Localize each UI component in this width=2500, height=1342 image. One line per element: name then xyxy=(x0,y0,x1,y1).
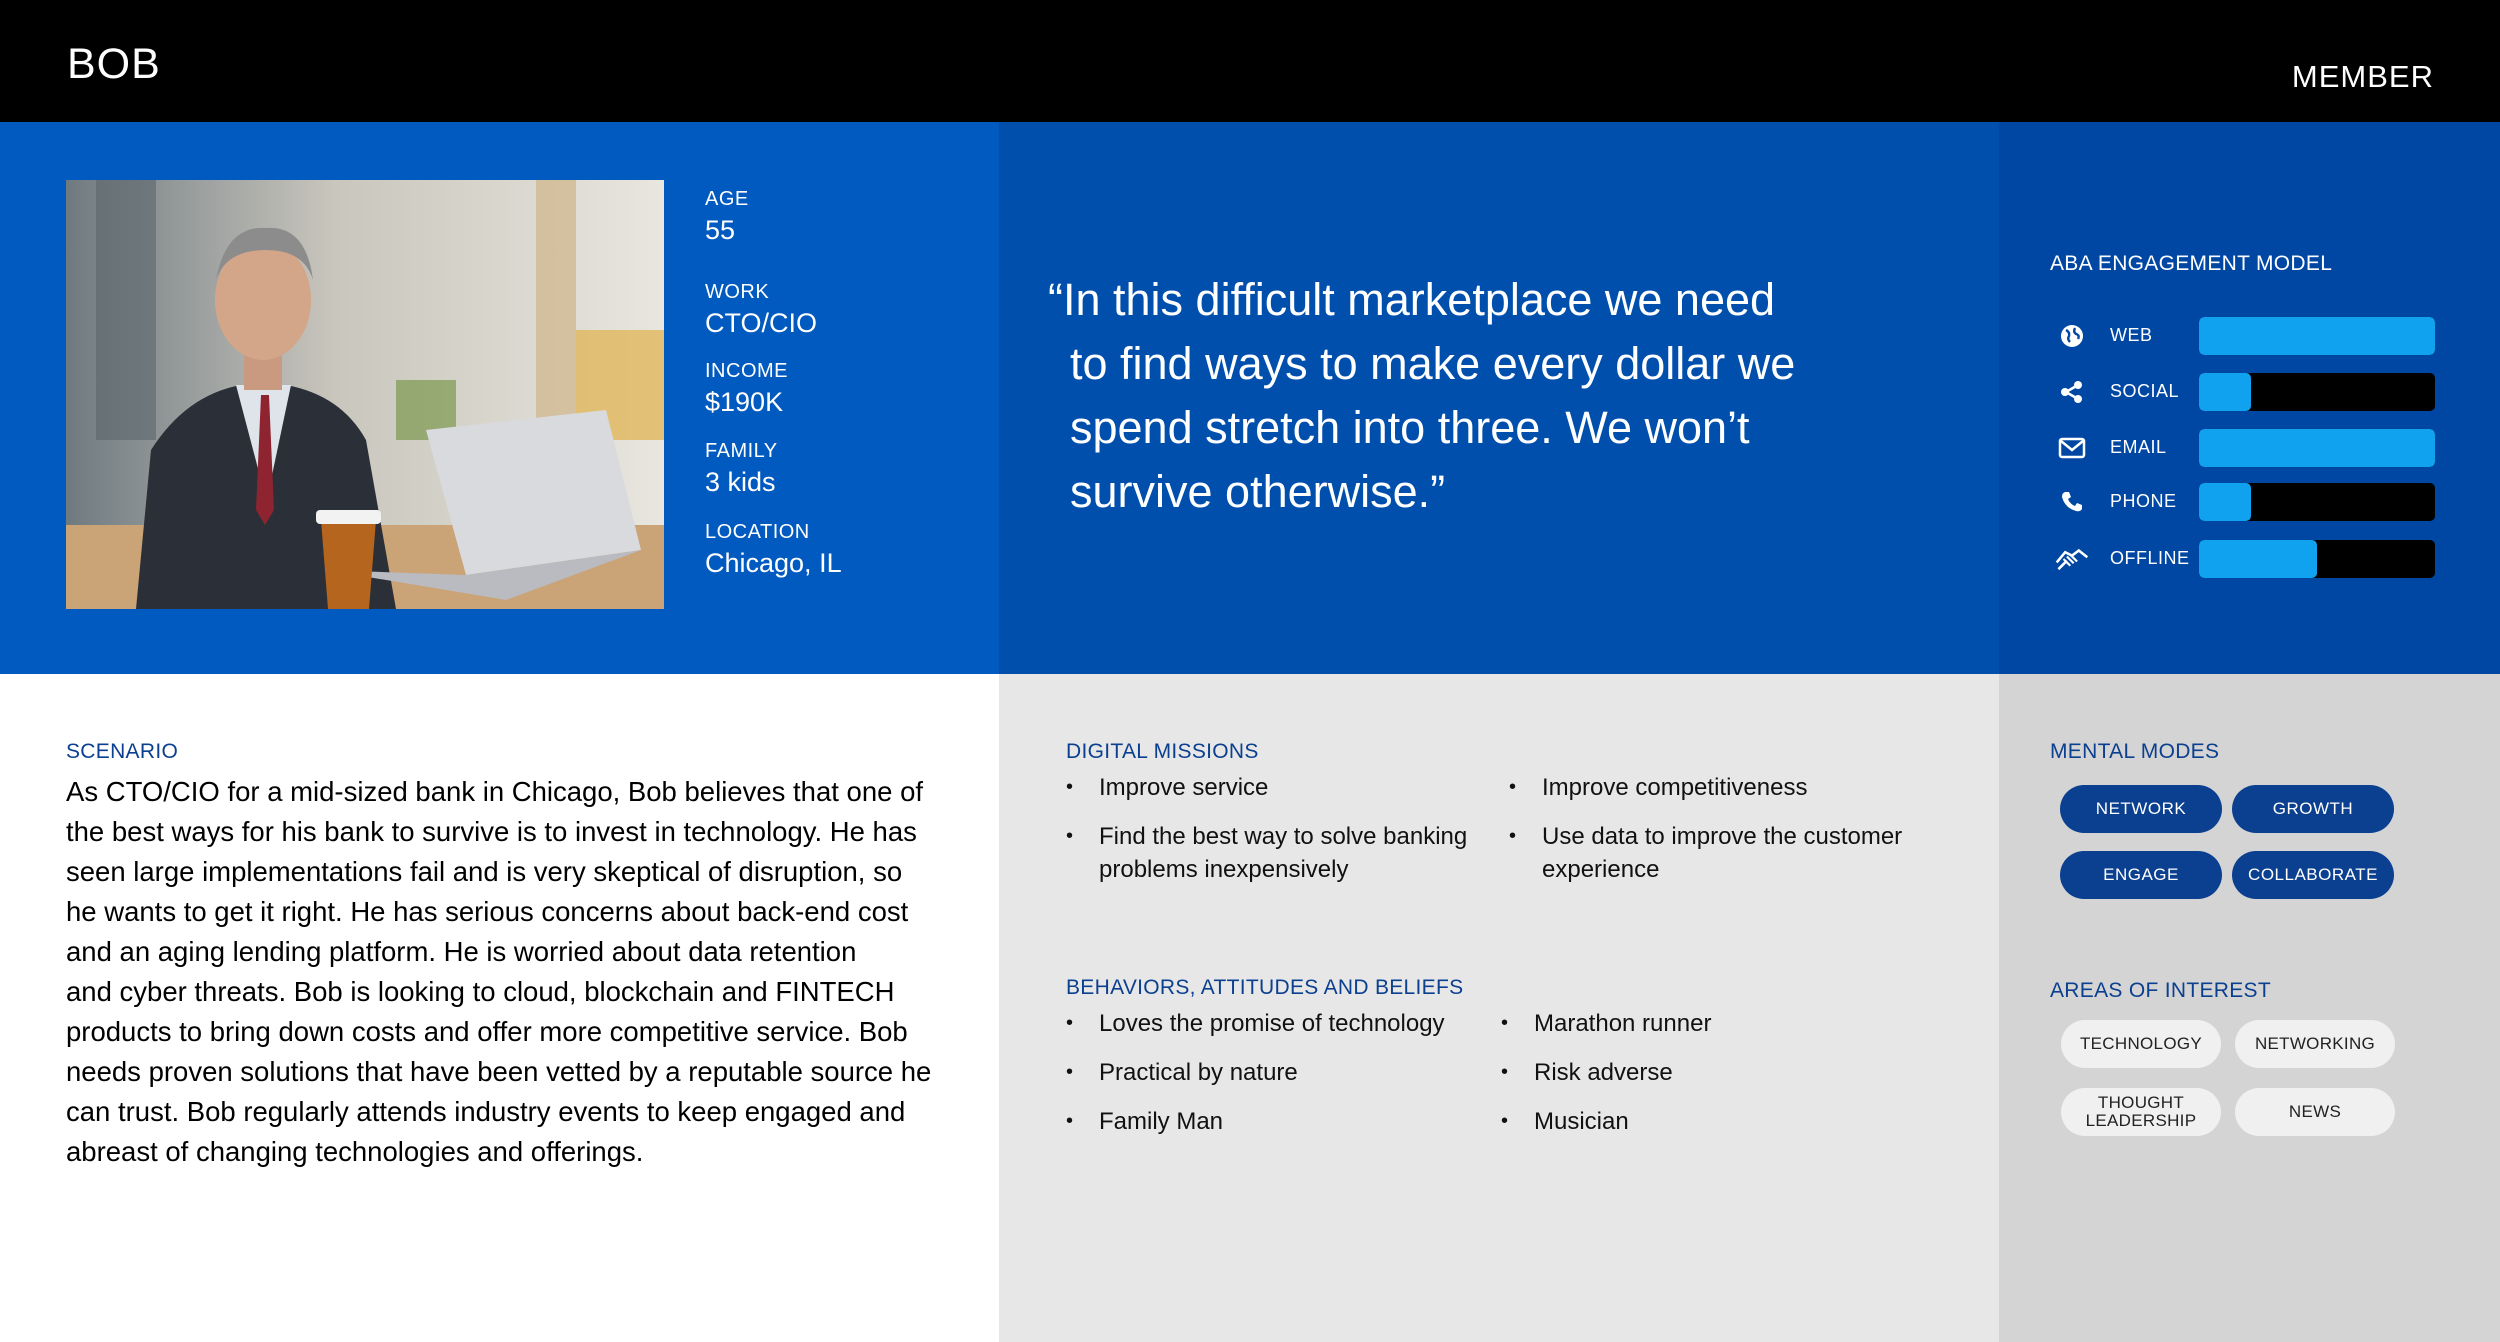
interest-pill: NEWS xyxy=(2235,1088,2395,1136)
persona-name: BOB xyxy=(67,40,161,88)
engagement-bar-phone xyxy=(2199,483,2435,521)
mental-mode-pill: NETWORK xyxy=(2060,785,2222,833)
fact-age: AGE 55 xyxy=(705,188,749,245)
engagement-fill xyxy=(2199,540,2317,578)
list-item: • Improve competitiveness xyxy=(1509,771,1807,804)
engagement-row-email: EMAIL xyxy=(2055,429,2435,467)
modes-panel xyxy=(1999,674,2500,1342)
interest-pill: TECHNOLOGY xyxy=(2061,1020,2221,1068)
engagement-bar-web xyxy=(2199,317,2435,355)
persona-role: MEMBER xyxy=(2291,59,2434,94)
interest-pill: NETWORKING xyxy=(2235,1020,2395,1068)
scenario-heading: SCENARIO xyxy=(66,740,179,763)
list-item: • Improve service xyxy=(1066,771,1268,804)
share-icon xyxy=(2055,379,2089,405)
fact-income: INCOME $190K xyxy=(705,360,788,417)
list-item: • Family Man xyxy=(1066,1105,1223,1138)
mental-mode-pill: GROWTH xyxy=(2232,785,2394,833)
phone-icon xyxy=(2055,489,2089,515)
engagement-fill xyxy=(2199,483,2251,521)
list-item: • Musician xyxy=(1501,1105,1629,1138)
digital-missions-heading: DIGITAL MISSIONS xyxy=(1066,740,1259,763)
list-item: • Risk adverse xyxy=(1501,1056,1673,1089)
engagement-fill xyxy=(2199,373,2251,411)
fact-work: WORK CTO/CIO xyxy=(705,281,818,338)
list-item: • Find the best way to solve banking problems inexpensively xyxy=(1066,820,1467,886)
engagement-fill xyxy=(2199,317,2435,355)
persona-photo xyxy=(66,180,664,609)
envelope-icon xyxy=(2055,435,2089,461)
list-item: • Loves the promise of technology xyxy=(1066,1007,1445,1040)
list-item: • Marathon runner xyxy=(1501,1007,1711,1040)
engagement-row-web: WEB xyxy=(2055,317,2435,355)
list-item: • Practical by nature xyxy=(1066,1056,1298,1089)
persona-quote: “In this difficult marketplace we need to find ways to make every dollar we spend stretch into three. We won’t survive otherwise.” xyxy=(1048,274,1796,517)
mental-modes-heading: MENTAL MODES xyxy=(2050,740,2220,763)
interests-heading: AREAS OF INTEREST xyxy=(2050,979,2271,1002)
behaviors-heading: BEHAVIORS, ATTITUDES AND BELIEFS xyxy=(1066,976,1464,999)
engagement-row-offline: OFFLINE xyxy=(2055,540,2435,578)
engagement-bar-social xyxy=(2199,373,2435,411)
interest-pill: THOUGHT LEADERSHIP xyxy=(2061,1088,2221,1136)
engagement-title: ABA ENGAGEMENT MODEL xyxy=(2050,252,2333,275)
engagement-row-phone: PHONE xyxy=(2055,483,2435,521)
scenario-text: As CTO/CIO for a mid-sized bank in Chicago, Bob believes that one of the best ways for his bank to survive is to invest in technology. He has seen large implementations fail and is very skeptical of disruption, so he wants to get it right. He has serious concerns about back-end cost and an aging lending platform. He is worried about data retention and cyber threats. Bob is looking to cloud, blockchain and FINTECH products to bring down costs and offer more competitive service. Bob needs proven solutions that have been vetted by a reputable source he can trust. Bob regularly attends industry events to keep engaged and abreast of changing technologies and offerings. xyxy=(66,776,932,1167)
engagement-bar-offline xyxy=(2199,540,2435,578)
list-item: • Use data to improve the customer experience xyxy=(1509,820,1902,886)
mental-mode-pill: COLLABORATE xyxy=(2232,851,2394,899)
header-bar xyxy=(0,0,2500,122)
mental-mode-pill: ENGAGE xyxy=(2060,851,2222,899)
fact-location: LOCATION Chicago, IL xyxy=(705,521,842,578)
engagement-row-social: SOCIAL xyxy=(2055,373,2435,411)
fact-family: FAMILY 3 kids xyxy=(705,440,778,497)
globe-icon xyxy=(2055,323,2089,349)
handshake-icon xyxy=(2055,546,2089,572)
engagement-bar-email xyxy=(2199,429,2435,467)
engagement-fill xyxy=(2199,429,2435,467)
